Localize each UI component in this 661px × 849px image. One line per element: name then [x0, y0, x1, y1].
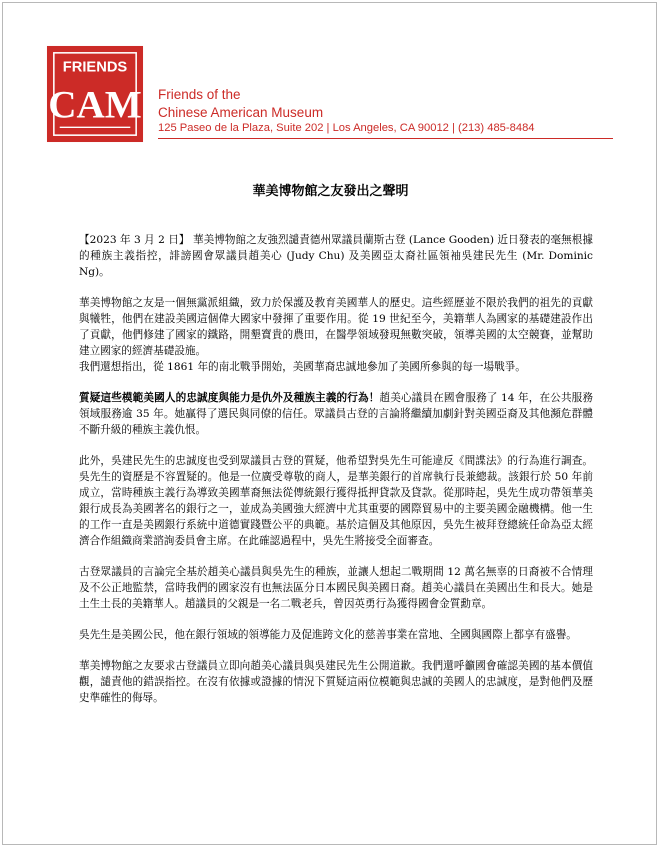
logo-text-main: CAM — [48, 83, 142, 127]
header-divider — [158, 138, 613, 139]
org-name — [158, 86, 323, 122]
paragraph-citizen: 吳先生是美國公民，他在銀行領域的領導能力及促進跨文化的慈善事業在當地、全國與國際上都享有盛譽。 — [79, 629, 577, 641]
paragraph-loyalty-bold: 質疑這些模範美國人的忠誠度與能力是仇外及種族主義的行為！ — [79, 392, 380, 404]
paragraph-civil-war: 我們還想指出，從 1861 年的南北戰爭開始，美國華裔忠誠地參加了美國所參與的每一場戰爭。 — [79, 361, 526, 373]
logo-text-top: FRIENDS — [62, 59, 128, 76]
paragraph-intro: 【2023 年 3 月 2 日】 華美博物館之友強烈譴責德州眾議員蘭斯古登 (Lance Gooden) 近日發表的毫無根據的種族主義指控，誹謗國會眾議員趙美心 (Judy Chu) 及美國亞太裔社區領袖吳建民先生 (Mr. Dominic Ng)。 — [79, 234, 593, 278]
org-address: 125 Paseo de la Plaza, Suite 202 | Los Angeles, CA 90012 | (213) 485-8484 — [158, 122, 535, 134]
org-name-line2: Chinese American Museum — [158, 105, 324, 120]
paragraph-demand: 華美博物館之友要求古登議員立即向趙美心議員與吳建民先生公開道歉。我們還呼籲國會確認美國的基本價值觀，譴責他的錯誤指控。在沒有依據或證據的情況下質疑這兩位模範與忠誠的美國人的忠誠度，是對他們及歷史準確性的侮辱。 — [79, 660, 593, 704]
paragraph-loyalty — [79, 390, 593, 438]
paragraph-loyalty-rest: 趙美心議員在國會服務了 14 年，在公共服務領域服務逾 35 年。她贏得了選民與同僚的信任。眾議員古登的言論將繼續加劇針對美國亞裔及其他瀕危群體不斷升級的種族主義仇恨。 — [79, 392, 594, 436]
paragraph-dominic-ng: 此外，吳建民先生的忠誠度也受到眾議員古登的質疑，他希望對吳先生可能違反《間諜法》的行為進行調查。吳先生的資歷是不容置疑的。他是一位廣受尊敬的商人，是華美銀行的首席執行長兼總裁。該銀行於 50 年前成立，當時種族主義行為導致美國華裔無法從傳統銀行獲得抵押貸款及貸款。從那時起，吳先生成功帶領華美銀行成長為美國著名的銀行之一，並成為美國強大經濟中尤其重要的國際貿易中的主要美國金融機構。他一生的工作一直是美國銀行系統中道德實踐暨公平的典範。基於這個及其他原因，吳先生被拜登總統任命為亞太經濟合作組織商業諮詢委員會主席。在此確認過程中，吳先生將接受全面審查。 — [79, 455, 593, 547]
paragraph-mission: 華美博物館之友是一個無黨派組織，致力於保護及教育美國華人的歷史。這些經歷並不限於我們的祖先的貢獻與犧牲，他們在建設美國這個偉大國家中發揮了重要作用。從 19 世紀至今，美籍華人為國家的基礎建設作出了貢獻，他們修建了國家的鐵路，開墾寶貴的農田，在醫學領域發現無數突破，領導美國的太空競賽，並幫助建立國家的經濟基礎設施。 — [79, 297, 593, 357]
document-title: 華美博物館之友發出之聲明 — [252, 184, 409, 199]
friends-cam-logo — [46, 45, 144, 143]
paragraph-internment: 古登眾議員的言論完全基於趙美心議員與吳先生的種族，並讓人想起二戰期間 12 萬名無辜的日裔被不合情理及不公正地監禁，當時我們的國家沒有也無法區分日本國民與美國日裔。趙美心議員在美國出生和長大。她是土生土長的美籍華人。趙議員的父親是一名二戰老兵，曾因英勇行為獲得國會金質勳章。 — [79, 566, 593, 610]
org-name-line1: Friends of the — [158, 87, 241, 102]
document-body — [79, 232, 593, 721]
